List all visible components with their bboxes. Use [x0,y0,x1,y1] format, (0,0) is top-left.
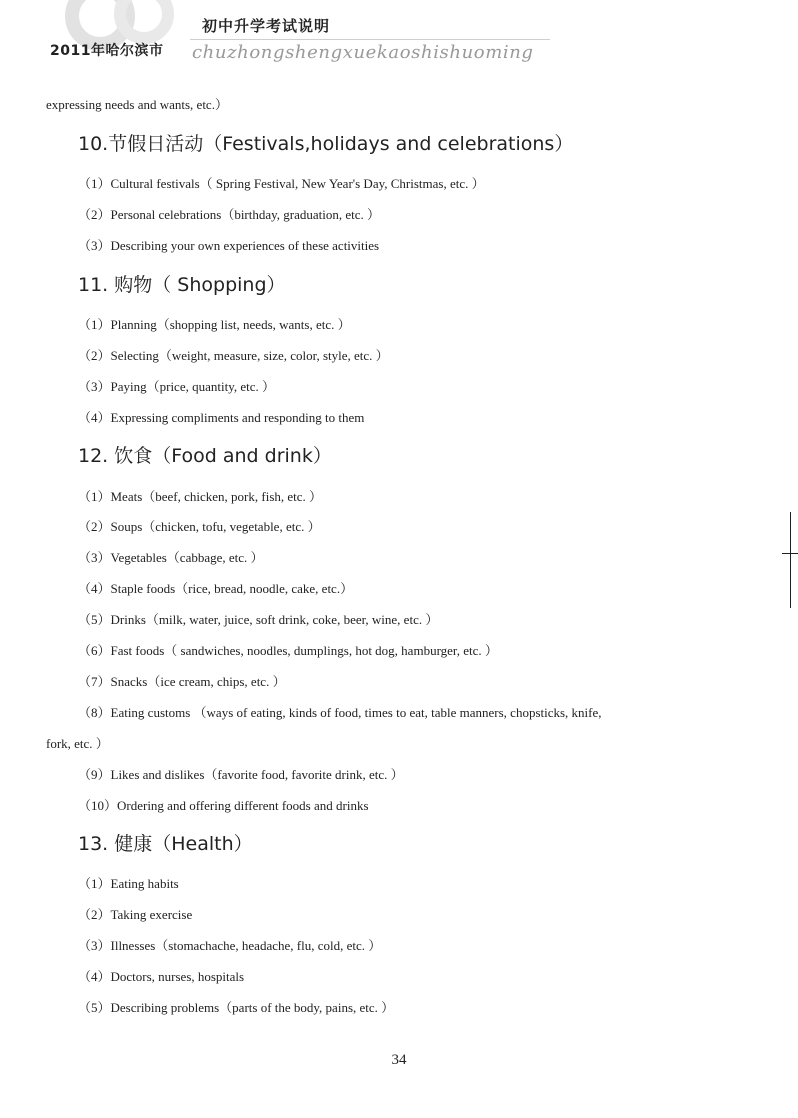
crop-mark-horizontal [782,553,798,554]
list-item: （3）Describing your own experiences of these activities [78,238,380,253]
section-heading-shopping: 11. 购物（ Shopping） [78,274,286,296]
section-heading-health: 13. 健康（Health） [78,833,253,855]
list-item: （9）Likes and dislikes（favorite food, favorite drink, etc. ） [78,767,404,782]
header-year-city: 2011年哈尔滨市 [50,43,164,59]
list-item: （2）Selecting（weight, measure, size, color, style, etc. ） [78,348,389,363]
list-item: （1）Eating habits [78,876,179,891]
header-title: 初中升学考试说明 [202,17,331,35]
list-item: （2）Soups（chicken, tofu, vegetable, etc. ） [78,519,321,534]
list-item: （2）Personal celebrations（birthday, graduation, etc. ） [78,207,381,222]
list-item: （8）Eating customs （ways of eating, kinds of food, times to eat, table manners, chopsticks, knife, [78,705,602,720]
list-item: （4）Staple foods（rice, bread, noodle, cake, etc.） [78,581,354,596]
text-line: expressing needs and wants, etc.） [46,97,228,112]
crop-mark-vertical [790,512,791,608]
list-item: （6）Fast foods（ sandwiches, noodles, dumplings, hot dog, hamburger, etc. ） [78,643,498,658]
list-item-continuation: fork, etc. ） [46,736,109,751]
section-heading-food: 12. 饮食（Food and drink） [78,445,332,467]
header-divider [190,39,550,40]
list-item: （1）Planning（shopping list, needs, wants, etc. ） [78,317,351,332]
section-heading-festivals: 10.节假日活动（Festivals,holidays and celebrations） [78,133,574,155]
list-item: （1）Cultural festivals（ Spring Festival, New Year's Day, Christmas, etc. ） [78,176,485,191]
list-item: （2）Taking exercise [78,907,193,922]
list-item: （7）Snacks（ice cream, chips, etc. ） [78,674,286,689]
header-pinyin: chuzhongshengxuekaoshishuoming [192,42,534,63]
list-item: （3）Illnesses（stomachache, headache, flu, cold, etc. ） [78,938,382,953]
list-item: （10）Ordering and offering different foods and drinks [78,798,369,813]
list-item: （5）Drinks（milk, water, juice, soft drink, coke, beer, wine, etc. ） [78,612,439,627]
list-item: （4）Expressing compliments and responding to them [78,410,365,425]
list-item: （3）Vegetables（cabbage, etc. ） [78,550,264,565]
page-number: 34 [391,1052,407,1068]
list-item: （1）Meats（beef, chicken, pork, fish, etc. ） [78,489,323,504]
list-item: （5）Describing problems（parts of the body, pains, etc. ） [78,1000,395,1015]
list-item: （3）Paying（price, quantity, etc. ） [78,379,276,394]
list-item: （4）Doctors, nurses, hospitals [78,969,245,984]
